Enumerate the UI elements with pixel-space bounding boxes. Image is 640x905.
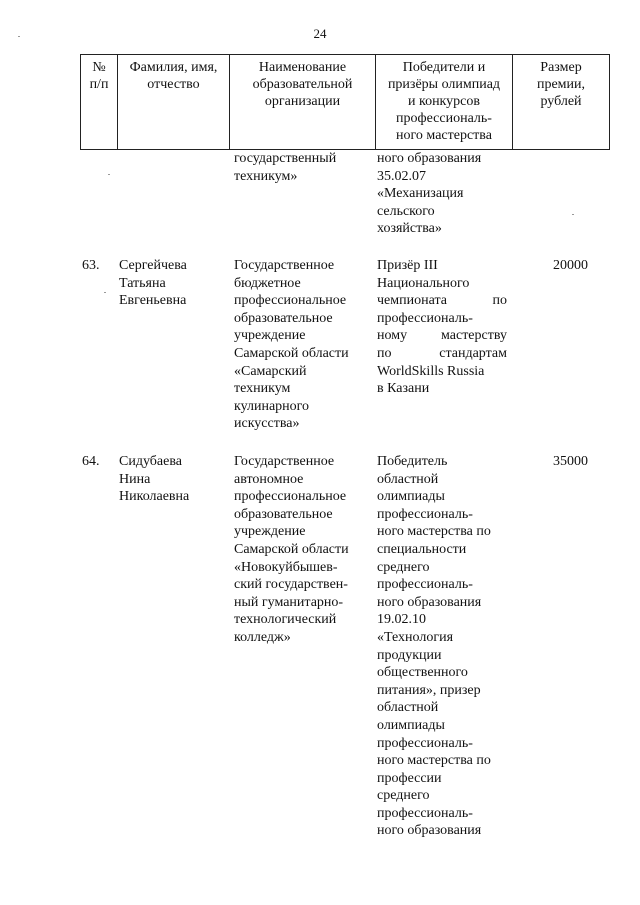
continuation-org [234, 150, 364, 185]
header-text: образовательной [252, 77, 353, 92]
cell-line: в Казани [377, 381, 430, 397]
cell-line: профессии [377, 770, 442, 786]
header-text: ного мастерства [396, 128, 492, 143]
cell-line: Победитель [377, 454, 448, 469]
cell-line: Национального [377, 275, 470, 291]
cell-line: «Самарский [234, 363, 307, 379]
cell-line: Нина [119, 471, 151, 487]
cell-line: ный гуманитарно- [234, 594, 344, 610]
cell-line: Татьяна [119, 275, 166, 291]
scan-speck [572, 214, 574, 215]
header-text: отчество [147, 77, 200, 92]
cell-line: колледж» [234, 629, 291, 645]
achievement [377, 453, 507, 840]
table-header [80, 54, 610, 150]
cell-line: Самарской области [234, 345, 349, 361]
cell-line: ного образования [377, 151, 482, 166]
cell-line: государственный [234, 151, 337, 166]
organization [234, 453, 364, 647]
scan-speck [104, 292, 106, 293]
cell-line: учреждение [234, 524, 306, 540]
cell-line: автономное [234, 471, 304, 487]
header-name [118, 55, 230, 149]
header-text: Победители и [402, 60, 486, 75]
cell-line: специальности [377, 541, 467, 557]
cell-line: профессиональное [234, 489, 347, 505]
cell-line [377, 292, 507, 310]
scan-speck [18, 36, 20, 37]
cell-word: по [492, 293, 507, 309]
header-winners [376, 55, 513, 149]
cell-line: Николаевна [119, 489, 190, 505]
cell-line: общественного [377, 665, 468, 681]
cell-line: техникум» [234, 168, 298, 184]
cell-line: Евгеньевна [119, 293, 187, 309]
header-text: и конкурсов [407, 94, 480, 109]
cell-line: олимпиады [377, 717, 445, 733]
header-text: Наименование [258, 60, 347, 75]
cell-word: ному [377, 328, 408, 344]
cell-line: Сергейчева [119, 258, 187, 273]
recipient-name [119, 257, 224, 310]
cell-line: Сидубаева [119, 454, 182, 469]
cell-line: сельского [377, 203, 435, 219]
cell-line: «Механизация [377, 186, 464, 202]
cell-line: областной [377, 471, 439, 487]
header-text: Фамилия, имя, [129, 60, 218, 75]
cell-line: профессиональное [234, 293, 347, 309]
cell-line: олимпиады [377, 489, 445, 505]
cell-line: ного мастерства по [377, 524, 491, 540]
header-text: премии, [536, 77, 586, 92]
cell-line: образовательное [234, 310, 333, 326]
header-org [230, 55, 376, 149]
cell-line: продукции [377, 647, 442, 663]
cell-line: хозяйства» [377, 221, 442, 237]
cell-line: ский государствен- [234, 577, 348, 593]
scan-speck [108, 174, 110, 175]
cell-line: Призёр III [377, 258, 438, 273]
cell-line: ного образования [377, 823, 482, 839]
cell-line [377, 327, 507, 345]
cell-line: 35.02.07 [377, 168, 426, 184]
cell-line: искусства» [234, 416, 300, 432]
header-text: организации [264, 94, 341, 109]
page-number: 24 [313, 26, 327, 41]
row-number: 63. [82, 258, 100, 273]
cell-line: бюджетное [234, 275, 301, 291]
cell-line: Государственное [234, 454, 335, 469]
achievement [377, 257, 507, 398]
cell-line: Государственное [234, 258, 335, 273]
cell-word: мастерству [441, 328, 507, 344]
header-text: Размер [540, 60, 582, 75]
cell-line: кулинарного [234, 398, 310, 414]
header-prize [513, 55, 609, 149]
organization [234, 257, 364, 433]
header-text: № [92, 60, 106, 75]
cell-line: среднего [377, 788, 430, 804]
cell-line: ного образования [377, 594, 482, 610]
cell-line: образовательное [234, 506, 333, 522]
header-text: призёры олимпиад [387, 77, 501, 92]
header-text: профессиональ- [396, 111, 492, 126]
cell-line: среднего [377, 559, 430, 575]
prize-amount: 35000 [553, 454, 588, 469]
cell-line: «Новокуйбышев- [234, 559, 338, 575]
header-text: п/п [89, 77, 109, 92]
cell-word: стандартам [439, 345, 507, 361]
cell-line: питания», призер [377, 682, 481, 698]
cell-line: профессиональ- [377, 805, 473, 821]
cell-line: Самарской области [234, 541, 349, 557]
cell-line: профессиональ- [377, 506, 473, 522]
cell-word: чемпионата [377, 293, 447, 309]
cell-word: по [377, 345, 392, 361]
cell-line: профессиональ- [377, 310, 473, 326]
cell-line: техникум [234, 381, 291, 397]
cell-line: ного мастерства по [377, 753, 491, 769]
cell-line: профессиональ- [377, 577, 473, 593]
cell-line: областной [377, 700, 439, 716]
recipient-name [119, 453, 224, 506]
header-text: рублей [540, 94, 582, 109]
cell-line: «Технология [377, 629, 454, 645]
header-num [81, 55, 118, 149]
cell-line: учреждение [234, 328, 306, 344]
cell-line: WorldSkills Russia [377, 363, 485, 379]
cell-line: профессиональ- [377, 735, 473, 751]
prize-amount: 20000 [553, 258, 588, 273]
row-number: 64. [82, 454, 100, 469]
continuation-winners [377, 150, 507, 238]
cell-line: 19.02.10 [377, 612, 426, 628]
cell-line [377, 345, 507, 363]
cell-line: технологический [234, 612, 337, 628]
